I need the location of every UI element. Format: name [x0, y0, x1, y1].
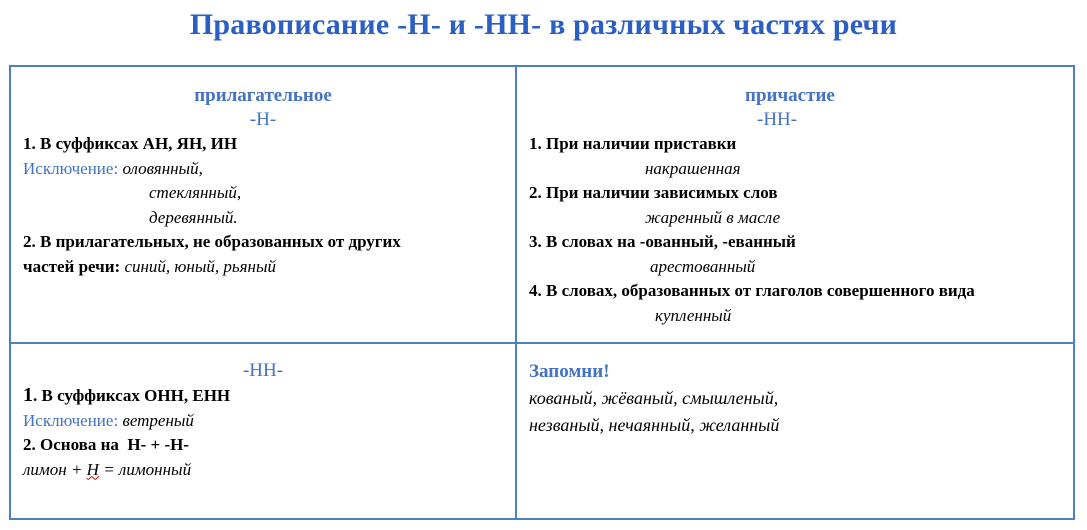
adjective-nn-exception-label: Исключение: — [23, 410, 119, 430]
adjective-nn-exception-word: ветреный — [122, 410, 194, 430]
adjective-nn-rule-1 — [23, 383, 503, 409]
participle-heading: причастие — [745, 85, 835, 106]
rules-table — [9, 65, 1075, 520]
participle-suffix: -НН- — [757, 109, 798, 130]
cell-adjective-n — [23, 84, 503, 279]
adjective-exception-2: стеклянный, — [149, 183, 242, 202]
adjective-exception-1: оловянный, — [122, 158, 203, 178]
participle-example-2: жаренный в масле — [645, 207, 781, 227]
adjective-rule-2-line1: 2. В прилагательных, не образованных от других — [23, 232, 401, 251]
page-title: Правописание -Н- и -НН- в различных частях речи — [189, 8, 898, 41]
adjective-nn-example-result: = лимонный — [98, 459, 192, 479]
remember-line-1: кованый, жёваный, смышленый, — [529, 388, 779, 408]
adjective-exception-3: деревянный. — [149, 207, 238, 227]
adjective-nn-suffix: -НН- — [242, 360, 284, 381]
adjective-rule-2-examples: синий, юный, рьяный — [124, 256, 276, 276]
participle-rule-4: 4. В словах, образованных от глаголов совершенного вида — [529, 281, 975, 300]
adjective-nn-rule-1-text: . В суффиксах ОНН, ЕНН — [33, 386, 231, 405]
adjective-heading: прилагательное — [194, 85, 332, 106]
remember-heading: Запомни! — [529, 361, 610, 382]
participle-rule-2: 2. При наличии зависимых слов — [529, 183, 778, 202]
adjective-nn-rule-2-formula: Н- + -Н- — [127, 435, 189, 454]
table-divider-horizontal — [11, 342, 1073, 344]
participle-example-1: накрашенная — [645, 158, 741, 178]
cell-remember — [529, 359, 1069, 439]
cell-participle-nn — [529, 84, 1069, 328]
adjective-nn-exception-row — [23, 409, 503, 434]
adjective-nn-rule-2-prefix: 2. Основа на — [23, 435, 119, 454]
adjective-rule-1: 1. В суффиксах АН, ЯН, ИН — [23, 134, 238, 153]
remember-line-2: незваный, нечаянный, желанный — [529, 415, 780, 435]
adjective-nn-rule-2 — [23, 433, 503, 458]
adjective-rule-2-label: частей речи: — [23, 256, 121, 276]
adjective-nn-example — [23, 458, 503, 483]
participle-rule-3: 3. В словах на -ованный, -еванный — [529, 232, 796, 251]
adjective-suffix: -Н- — [249, 109, 277, 130]
table-divider-vertical — [515, 67, 517, 518]
participle-example-4: купленный — [655, 305, 732, 325]
participle-example-3: арестованный — [650, 256, 756, 276]
participle-rule-1: 1. При наличии приставки — [529, 134, 737, 153]
adjective-rule-2-line2 — [23, 255, 503, 280]
cell-adjective-nn — [23, 359, 503, 482]
adjective-exception-label: Исключение: — [23, 158, 119, 178]
adjective-nn-example-suffix: Н — [86, 459, 99, 479]
adjective-nn-example-base: лимон + — [23, 459, 87, 479]
adjective-exception-row — [23, 157, 503, 182]
adjective-nn-rule-1-number: 1 — [23, 384, 33, 406]
